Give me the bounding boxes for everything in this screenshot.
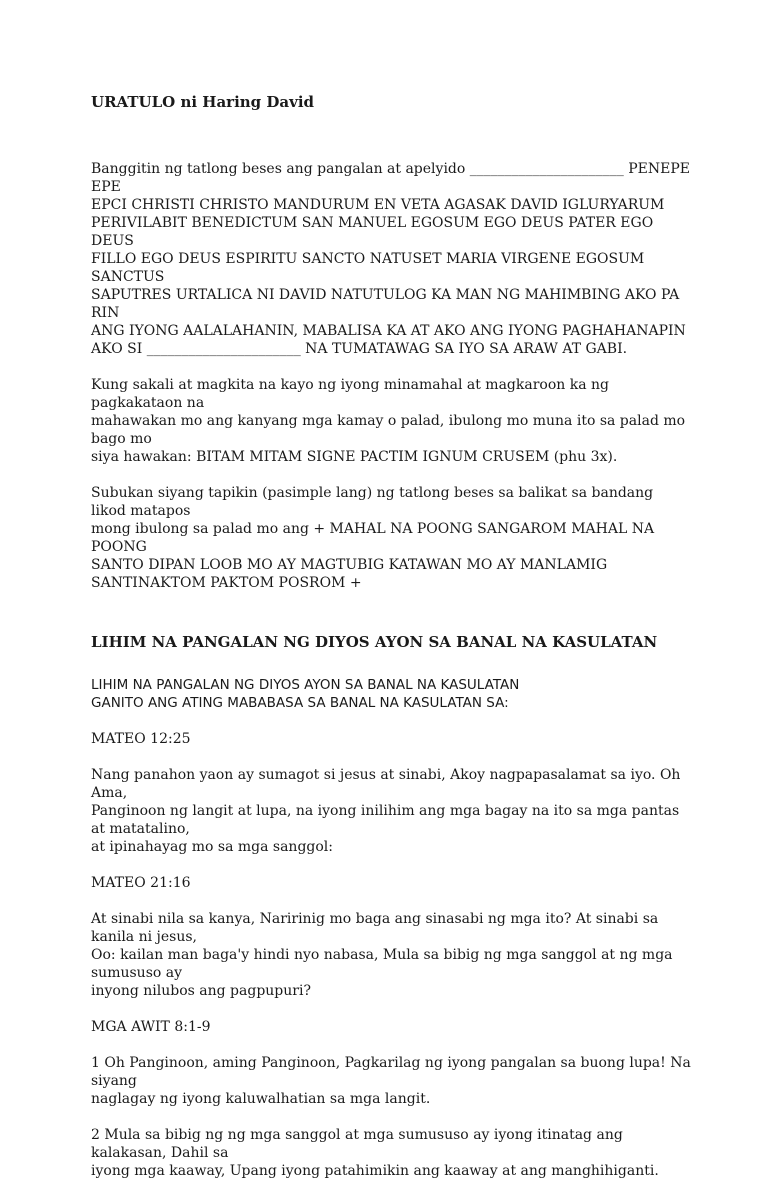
verse-reference: MATEO 21:16 — [91, 875, 191, 891]
verse-reference: MGA AWIT 8:1-9 — [91, 1019, 211, 1035]
section-heading: LIHIM NA PANGALAN NG DIYOS AYON SA BANAL NA KASULATAN — [91, 633, 658, 651]
instruction-paragraph: Kung sakali at magkita na kayo ng iyong minamahal at magkaroon ka ng pagkakataon na mahawakan mo ang kanyang mga kamay o palad, ibulong mo muna ito sa palad mo bago mo siya hawakan: BITAM MITAM SIGNE PACTIM IGNUM CRUSEM (phu 3x). — [91, 377, 686, 465]
section-intro: LIHIM NA PANGALAN NG DIYOS AYON SA BANAL NA KASULATAN GANITO ANG ATING MABABASA SA BANAL NA KASULATAN SA: — [91, 677, 520, 711]
verse-text: At sinabi nila sa kanya, Naririnig mo baga ang sinasabi ng mga ito? At sinabi sa kanila ni jesus, Oo: kailan man baga'y hindi nyo nabasa, Mula sa bibig ng mga sanggol at ng mga sumususo ay inyong nilubos ang pagpupuri? — [91, 911, 673, 999]
verse-text: 1 Oh Panginoon, aming Panginoon, Pagkarilag ng iyong pangalan sa buong lupa! Na siyang naglagay ng iyong kaluwalhatian sa mga langit. — [91, 1055, 691, 1107]
verse-reference: MATEO 12:25 — [91, 731, 191, 747]
document-title: URATULO ni Haring David — [91, 93, 315, 111]
document-page — [91, 92, 691, 1198]
verse-text: 2 Mula sa bibig ng ng mga sanggol at mga sumususo ay iyong itinatag ang kalakasan, Dahil sa iyong mga kaaway, Upang iyong patahimikin ang kaaway at ang manghihiganti. — [91, 1127, 659, 1179]
verse-text: Nang panahon yaon ay sumagot si jesus at sinabi, Akoy nagpapasalamat sa iyo. Oh Ama, Panginoon ng langit at lupa, na iyong inilihim ang mga bagay na ito sa mga pantas at matatalino, at ipinahayag mo sa mga sanggol: — [91, 767, 681, 855]
prayer-paragraph: Banggitin ng tatlong beses ang pangalan at apelyido ______________________ PENEPE EPE EPCI CHRISTI CHRISTO MANDURUM EN VETA AGASAK DAVID IGLURYARUM PERIVILABIT BENEDICTUM SAN MANUEL EGOSUM EGO DEUS PATER EGO DEUS FILLO EGO DEUS ESPIRITU SANCTO NATUSET MARIA VIRGENE EGOSUM SANCTUS SAPUTRES URTALICA NI DAVID NATUTULOG KA MAN NG MAHIMBING AKO PA RIN ANG IYONG AALALAHANIN, MABALISA KA AT AKO ANG IYONG PAGHAHANAPIN AKO SI ______________________ NA TUMATAWAG SA IYO SA ARAW AT GABI. — [91, 161, 690, 357]
tapping-paragraph: Subukan siyang tapikin (pasimple lang) ng tatlong beses sa balikat sa bandang likod matapos mong ibulong sa palad mo ang + MAHAL NA POONG SANGAROM MAHAL NA POONG SANTO DIPAN LOOB MO AY MAGTUBIG KATAWAN MO AY MANLAMIG SANTINAKTOM PAKTOM POSROM + — [91, 485, 655, 591]
